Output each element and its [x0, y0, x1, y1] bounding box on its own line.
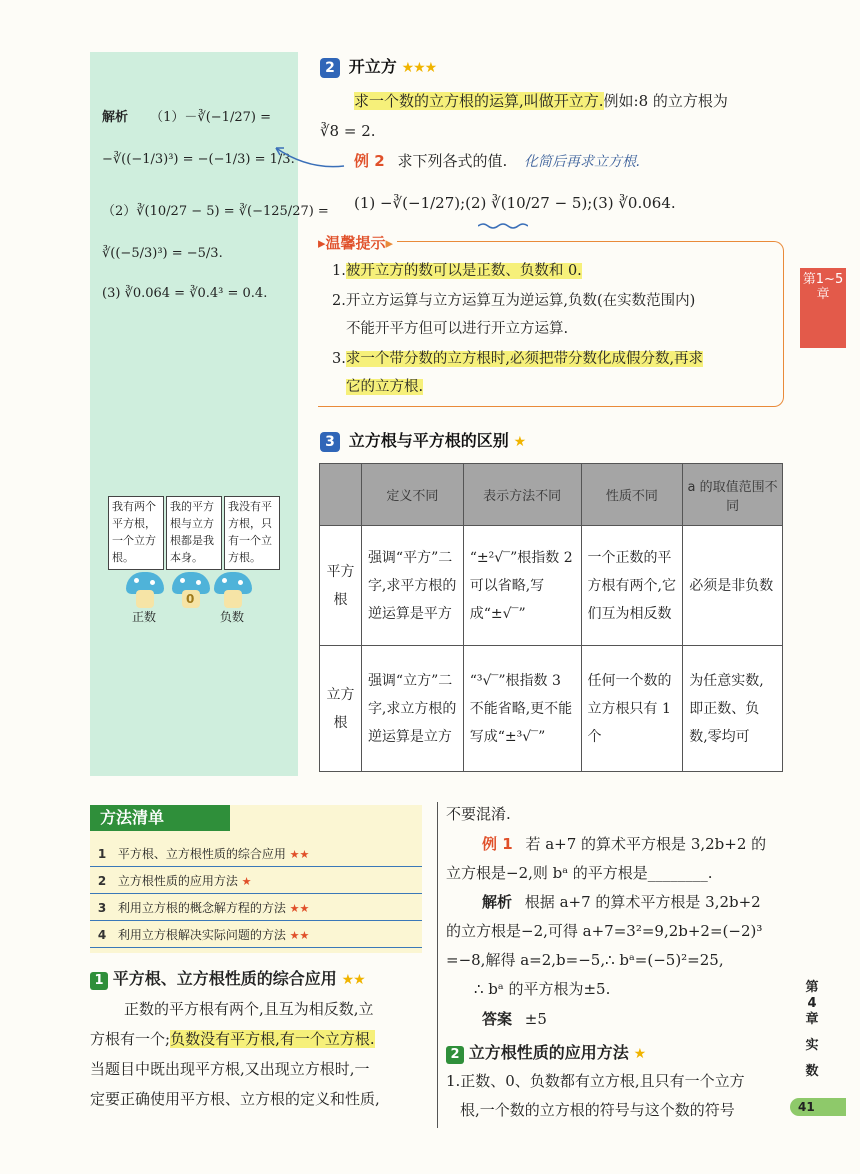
section2-definition-line2: ∛8 = 2. — [320, 122, 376, 140]
example2-items: (1) −∛(−1/27);(2) ∛(10/27 − 5);(3) ∛0.064. — [354, 194, 676, 212]
section2-number: 2 — [320, 58, 340, 78]
table-cell: 任何一个数的立方根只有 1 个 — [581, 646, 683, 772]
methods-title: 方法清单 — [90, 805, 230, 831]
handwritten-note: 化简后再求立方根. — [524, 154, 641, 170]
mushroom-label-positive: 正数 — [132, 610, 157, 624]
table-header-range: a 的取值范围不同 — [683, 464, 783, 526]
section2-title: 开立方 — [348, 57, 397, 76]
method1-p3: 当题目中既出现平方根,又出现立方根时,一 — [90, 1060, 370, 1078]
mushroom-positive-icon — [126, 572, 164, 608]
tip-2-cont: 不能开平方但可以进行开立方运算. — [346, 321, 569, 337]
star-icon: ★ — [241, 875, 252, 888]
method-item-4[interactable]: 4 利用立方根解决实际问题的方法 ★★ — [90, 922, 422, 948]
analysis-line-4: ∛((−5/3)³) = −5/3. — [102, 246, 223, 261]
methods-list — [90, 805, 422, 953]
mushroom-label-zero: 0 — [186, 592, 195, 606]
bubble-positive: 我有两个平方根，一个立方根。 — [108, 496, 164, 570]
method1-p1: 正数的平方根有两个,且互为相反数,立 — [124, 1000, 374, 1018]
analysis1-line3: =−8,解得 a=2,b=−5,∴ bᵃ=(−5)²=25, — [446, 951, 724, 969]
method-item-1[interactable]: 1 平方根、立方根性质的综合应用 ★★ — [90, 841, 422, 867]
method2-line1: 1.正数、0、负数都有立方根,且只有一个立方 — [446, 1072, 745, 1090]
table-header-property: 性质不同 — [581, 464, 683, 526]
method1-heading: 1 平方根、立方根性质的综合应用 ★★ — [90, 966, 365, 990]
page-number: 41 — [790, 1098, 846, 1116]
right-line-0: 不要混淆. — [446, 805, 511, 823]
chapter-side-label: 第 4 章 实 数 — [805, 980, 819, 1079]
analysis-label: 解析 — [102, 110, 129, 125]
method1-p2: 方根有一个;负数没有平方根,有一个立方根. — [90, 1030, 375, 1048]
analysis-line-1: 解析 （1）－∛(−1/27) = — [102, 110, 271, 125]
mushroom-label-negative: 负数 — [220, 610, 245, 624]
section3-title: 立方根与平方根的区别 — [348, 431, 509, 450]
method1-p4: 定要正确使用平方根、立方根的定义和性质, — [90, 1090, 380, 1108]
tip-3-cont: 它的立方根. — [346, 379, 424, 395]
column-divider — [437, 802, 438, 1128]
example1-line2: 立方根是−2,则 bᵃ 的平方根是________. — [446, 864, 713, 882]
table-cell: 强调“平方”二字,求平方根的逆运算是平方 — [361, 526, 463, 646]
wavy-underline-icon — [478, 222, 528, 230]
analysis-line-3: （2）∛(10/27 − 5) = ∛(−125/27) = — [102, 204, 329, 219]
table-header-row — [320, 464, 783, 526]
method-item-3[interactable]: 3 利用立方根的概念解方程的方法 ★★ — [90, 895, 422, 921]
section2-stars-icon: ★★★ — [401, 60, 437, 76]
analysis1-line1: 解析 根据 a+7 的算术平方根是 3,2b+2 — [482, 893, 761, 911]
chapter-tab[interactable]: 第1~5章 — [800, 268, 846, 348]
table-row — [320, 646, 783, 772]
analysis1-line4: ∴ bᵃ 的平方根为±5. — [474, 980, 611, 998]
table-header-empty — [320, 464, 362, 526]
example2-line: 例 2 求下列各式的值. 化简后再求立方根. — [354, 152, 641, 170]
tip-1: 1.被开立方的数可以是正数、负数和 0. — [332, 263, 582, 279]
example2-label: 例 2 — [354, 152, 385, 170]
table-header-definition: 定义不同 — [361, 464, 463, 526]
table-cell: 强调“立方”二字,求立方根的逆运算是立方 — [361, 646, 463, 772]
answer-line: 答案 ±5 — [482, 1010, 547, 1028]
analysis-line-2: −∛((−1/3)³) = −(−1/3) = 1/3. — [102, 152, 295, 167]
table-header-notation: 表示方法不同 — [463, 464, 581, 526]
analysis-sidebar — [90, 52, 329, 776]
star-icon: ★★ — [289, 929, 310, 942]
method2-line2: 根,一个数的立方根的符号与这个数的符号 — [460, 1101, 735, 1119]
table-cell: “³√‾”根指数 3 不能省略,更不能写成“±³√‾” — [463, 646, 581, 772]
table-cell: “±²√‾”根指数 2 可以省略,写成“±√‾” — [463, 526, 581, 646]
section3-heading — [320, 428, 525, 452]
method1-stars-icon: ★★ — [341, 972, 365, 988]
star-icon: ★★ — [289, 902, 310, 915]
table-cell: 为任意实数,即正数、负数,零均可 — [683, 646, 783, 772]
section3-star-icon: ★ — [513, 434, 526, 450]
section2-heading — [320, 54, 436, 78]
method2-star-icon: ★ — [633, 1046, 646, 1062]
table-cell: 立方根 — [320, 646, 362, 772]
table-cell: 平方根 — [320, 526, 362, 646]
section3-number: 3 — [320, 432, 340, 452]
table-row — [320, 526, 783, 646]
analysis1-line2: 的立方根是−2,可得 a+7=3²=9,2b+2=(−2)³ — [446, 922, 763, 940]
tips-title: ▸温馨提示▸ — [318, 232, 397, 253]
comparison-table — [319, 463, 783, 772]
method-item-2[interactable]: 2 立方根性质的应用方法 ★ — [90, 868, 422, 894]
tip-3: 3.求一个带分数的立方根时,必须把带分数化成假分数,再求 — [332, 351, 704, 367]
method2-heading: 2 立方根性质的应用方法 ★ — [446, 1040, 645, 1064]
bubble-zero: 我的平方根与立方根都是我本身。 — [166, 496, 222, 570]
star-icon: ★★ — [289, 848, 310, 861]
analysis-line-5: (3) ∛0.064 = ∛0.4³ = 0.4. — [102, 286, 268, 301]
tip-2: 2.开立方运算与立方运算互为逆运算,负数(在实数范围内) — [332, 293, 696, 309]
table-cell: 一个正数的平方根有两个,它们互为相反数 — [581, 526, 683, 646]
table-cell: 必须是非负数 — [683, 526, 783, 646]
mushroom-negative-icon — [214, 572, 252, 608]
section2-definition: 求一个数的立方根的运算,叫做开立方.例如:8 的立方根为 — [354, 92, 728, 110]
bubble-negative: 我没有平方根，只有一个立方根。 — [224, 496, 280, 570]
example1-line1: 例 1 若 a+7 的算术平方根是 3,2b+2 的 — [482, 835, 767, 853]
